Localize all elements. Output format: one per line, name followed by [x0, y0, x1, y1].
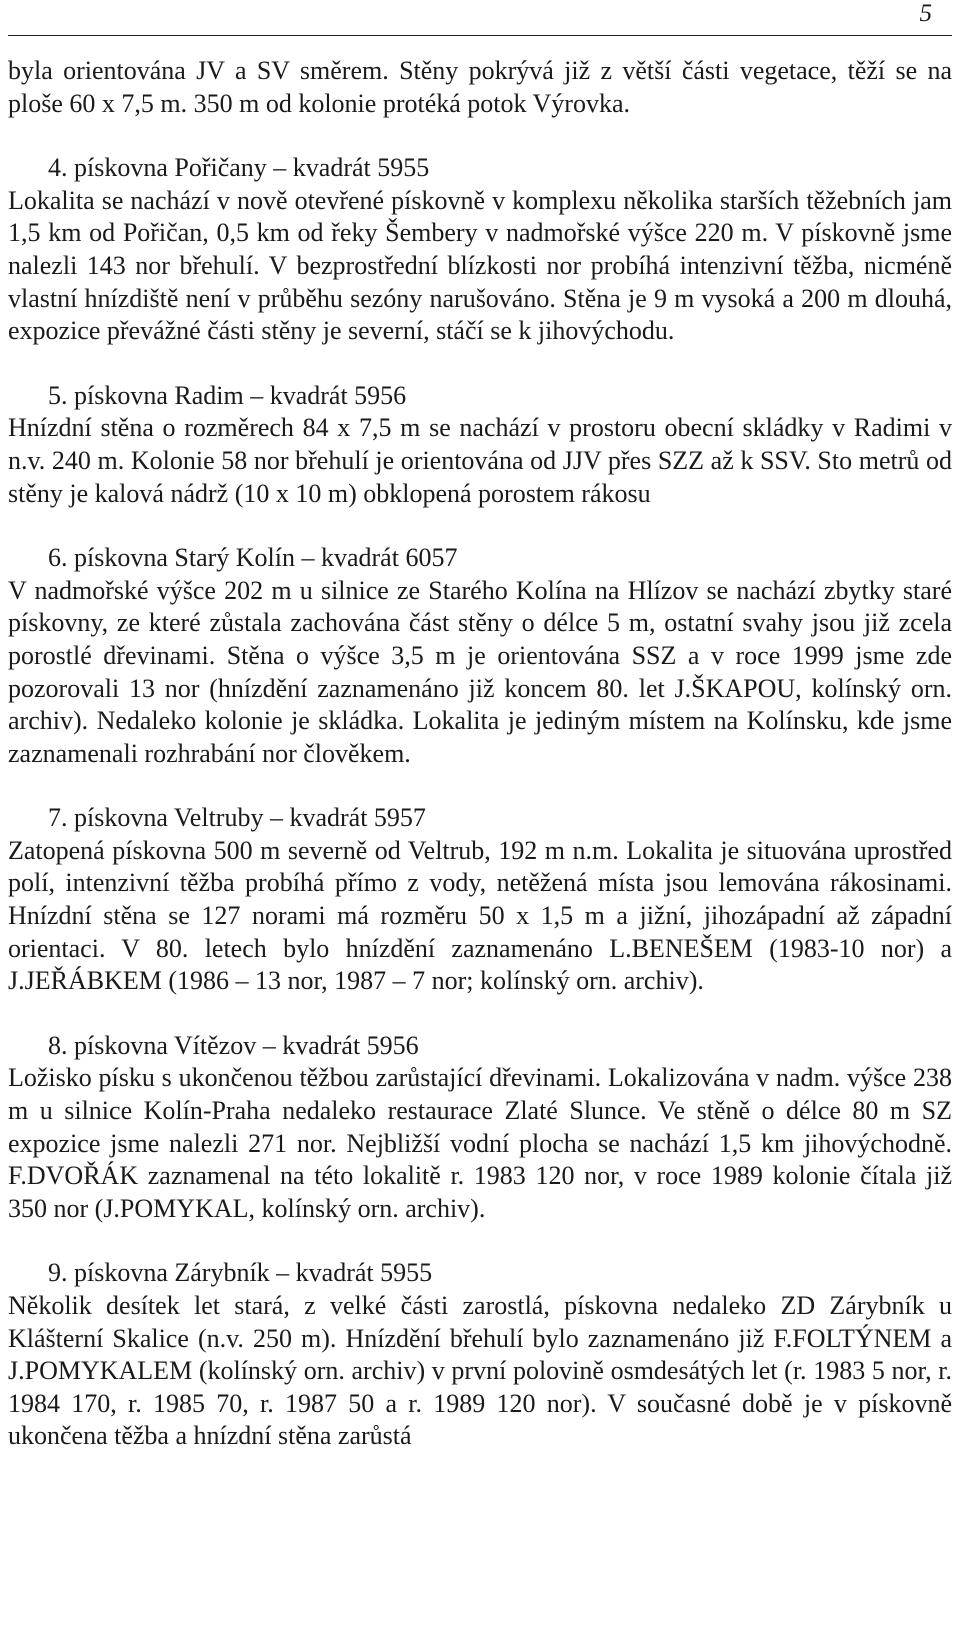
section-7 — [8, 802, 952, 998]
section-paragraph: V nadmořské výšce 202 m u silnice ze Starého Kolína na Hlízov se nachází zbytky staré pískovny, ze které zůstala zachována část stěny o délce 5 m, ostatní svahy jsou již zcela porostlé dřevinami. Stěna o výšce 3,5 m je orientována SSZ a v roce 1999 jsme zde pozorovali 13 nor (hnízdění zaznamenáno již koncem 80. let J.ŠKAPOU, kolínský orn. archiv). Nedaleko kolonie je skládka. Lokalita je jediným místem na Kolínsku, kde jsme zaznamenali rozhrabání nor člověkem. — [8, 575, 952, 768]
body-text — [8, 55, 952, 1453]
intro-paragraph: byla orientována JV a SV směrem. Stěny pokrývá již z větší části vegetace, těží se na ploše 60 x 7,5 m. 350 m od kolonie protéká potok Výrovka. — [8, 56, 952, 118]
section-5 — [8, 380, 952, 510]
section-paragraph: Ložisko písku s ukončenou těžbou zarůstající dřevinami. Lokalizována v nadm. výšce 238 m u silnice Kolín-Praha nedaleko restaurace Zlaté Slunce. Ve stěně o délce 80 m SZ expozice jsme nalezli 271 nor. Nejbližší vodní plocha se nachází 1,5 km jihovýchodně. F.DVOŘÁK zaznamenal na této lokalitě r. 1983 120 nor, v roce 1989 kolonie čítala již 350 nor (J.POMYKAL, kolínský orn. archiv). — [8, 1063, 952, 1223]
section-heading: 6. pískovna Starý Kolín – kvadrát 6057 — [48, 543, 458, 573]
section-paragraph: Hnízdní stěna o rozměrech 84 x 7,5 m se nachází v prostoru obecní skládky v Radimi v n.v. 240 m. Kolonie 58 nor břehulí je orientována od JJV přes SZZ až k SSV. Sto metrů od stěny je kalová nádrž (10 x 10 m) obklopená porostem rákosu — [8, 413, 952, 508]
section-6 — [8, 542, 952, 770]
section-heading: 7. pískovna Veltruby – kvadrát 5957 — [48, 803, 426, 833]
section-heading: 5. pískovna Radim – kvadrát 5956 — [48, 380, 407, 410]
section-8 — [8, 1030, 952, 1226]
section-paragraph: Lokalita se nachází v nově otevřené pískovně v komplexu několika starších těžebních jam 1,5 km od Pořičan, 0,5 km od řeky Šembery v nadmořské výšce 220 m. V pískovně jsme nalezli 143 nor břehulí. V bezprostřední blízkosti nor probíhá intenzivní těžba, nicméně vlastní hnízdiště není v průběhu sezóny narušováno. Stěna je 9 m vysoká a 200 m dlouhá, expozice převážné části stěny je severní, stáčí se k jihovýchodu. — [8, 185, 952, 346]
section-heading: 9. pískovna Zárybník – kvadrát 5955 — [48, 1258, 433, 1288]
section-4 — [8, 152, 952, 348]
section-paragraph: Několik desítek let stará, z velké části zarostlá, pískovna nedaleko ZD Zárybník u Klášterní Skalice (n.v. 250 m). Hnízdění břehulí bylo zaznamenáno již F.FOLTÝNEM a J.POMYKALEM (kolínský orn. archiv) v první polovině osmdesátých let (r. 1983 5 nor, r. 1984 170, r. 1985 70, r. 1987 50 a r. 1989 120 nor). V současné době je v pískovně ukončena těžba a hnízdní stěna zarůstá — [8, 1291, 952, 1451]
section-heading: 8. pískovna Vítězov – kvadrát 5956 — [48, 1030, 419, 1060]
page-number: 5 — [919, 0, 932, 27]
section-paragraph: Zatopená pískovna 500 m severně od Veltrub, 192 m n.m. Lokalita je situována uprostřed polí, intenzivní těžba probíhá přímo z vody, netěžená místa jsou lemována rákosinami. Hnízdní stěna se 127 norami má rozměru 50 x 1,5 m a jižní, jihozápadní až západní orientaci. V 80. letech bylo hnízdění zaznamenáno L.BENEŠEM (1983-10 nor) a J.JEŘÁBKEM (1986 – 13 nor, 1987 – 7 nor; kolínský orn. archiv). — [8, 835, 952, 996]
header-rule — [8, 35, 952, 36]
section-heading: 4. pískovna Pořičany – kvadrát 5955 — [48, 153, 430, 183]
section-9 — [8, 1257, 952, 1453]
